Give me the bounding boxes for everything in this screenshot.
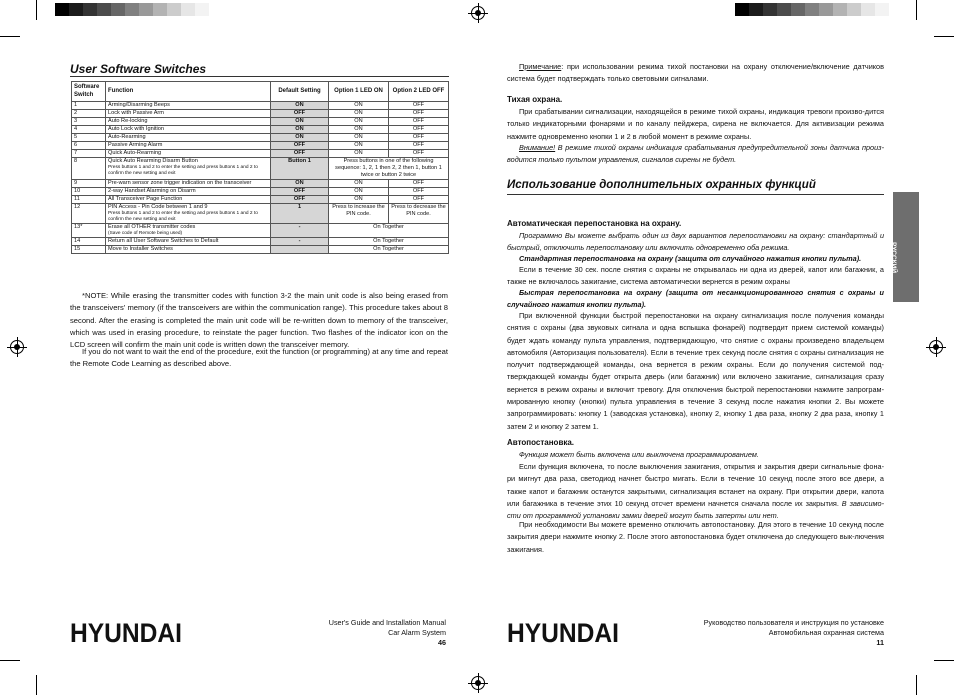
- default-setting: OFF: [271, 149, 329, 157]
- switch-function: Passive Arming Alarm: [106, 141, 271, 149]
- table-row: [72, 223, 449, 237]
- default-setting: -: [271, 237, 329, 245]
- trim-mark: [36, 0, 37, 20]
- option-1: ON: [329, 133, 389, 141]
- default-setting: ON: [271, 117, 329, 125]
- option-1: ON: [329, 179, 389, 187]
- option-2: OFF: [389, 102, 449, 110]
- title-rule: [70, 76, 449, 77]
- default-setting: OFF: [271, 195, 329, 203]
- auto-arm-programmable: Функция может быть включена или выключена программированием.: [519, 450, 759, 459]
- quiet-guard-text: При срабатывании сигнализации, находящейся в режиме тихой охраны, индикация тревоги произво-дится только индикаторными фонарями и по каналу пейджера, сирена не включается. Для активизации режима нажмите одновременно кнопки 1 и 2 в любой момент в режиме охраны.: [507, 107, 884, 141]
- table-row: [72, 203, 449, 223]
- option-1: Press buttons in one of the following sequence: 1, 2, 1 then 2, 2 then 1, button 1 twice or button 2 twice: [329, 157, 449, 179]
- default-setting: 1: [271, 203, 329, 223]
- switch-function: Lock with Passive Arm: [106, 109, 271, 117]
- switch-number: 8: [72, 157, 106, 179]
- svg-text:HYUNDAI: HYUNDAI: [507, 618, 619, 646]
- table-row: [72, 245, 449, 253]
- table-row: [72, 133, 449, 141]
- heading-auto-arm: Автопостановка.: [507, 438, 575, 447]
- table-row: [72, 141, 449, 149]
- option-2: OFF: [389, 195, 449, 203]
- page-number: 11: [876, 638, 884, 647]
- switch-function: Quick Auto-Rearming: [106, 149, 271, 157]
- footer-line2: Car Alarm System: [388, 628, 446, 637]
- option-1: Press to increase the PIN code.: [329, 203, 389, 223]
- trim-mark: [934, 36, 954, 37]
- switch-number: 12: [72, 203, 106, 223]
- option-1: ON: [329, 117, 389, 125]
- option-2: OFF: [389, 125, 449, 133]
- default-setting: -: [271, 223, 329, 237]
- switch-function: Auto-Rearming: [106, 133, 271, 141]
- switch-number: 14: [72, 237, 106, 245]
- switch-function: Arming/Disarming Beeps: [106, 102, 271, 110]
- silent-arm-note: Примечание: при использовании режима тихой постановки на охрану отключение/включение датчиков система будет подтверждать только световыми сигналами.: [507, 62, 884, 84]
- standard-rearm-text: Если в течение 30 сек. после снятия с охраны не открывалась ни одна из дверей, капот или багажник, а также не включалось зажигание, система автоматически вернется в режим охраны: [507, 265, 884, 287]
- switch-number: 2: [72, 109, 106, 117]
- option-combined: On Together: [329, 237, 449, 245]
- switch-function: PIN Access - Pin Code between 1 and 9 Press buttons 1 and 2 to enter the setting and press buttons 1 and 2 to confirm the new setting and exit: [106, 203, 271, 223]
- switch-number: 6: [72, 141, 106, 149]
- table-row: [72, 102, 449, 110]
- switch-number: 4: [72, 125, 106, 133]
- option-2: OFF: [389, 117, 449, 125]
- page-number: 46: [438, 638, 446, 647]
- auto-arm-text: Если функция включена, то после выключения зажигания, открытия и закрытия двери сигнальные фона-ри мигнут два раза, светодиод начнет быстро мигать. Если в течение 10 секунд после этого все двери, а также капот и багажник останутся закрытыми, сигнализация встанет на охрану. При открытии двери, капота или багажника в течение этих 10 секунд отсчет времени начнется сначала после их закрытия. В зависимо-сти от программной установки замки дверей могут быть заперты или нет.: [507, 462, 885, 521]
- table-row: [72, 125, 449, 133]
- heading-standard-rearm: Стандартная перепостановка на охрану (защита от случайного нажатия кнопки пульта).: [519, 254, 862, 263]
- trim-mark: [916, 675, 917, 695]
- default-setting: OFF: [271, 187, 329, 195]
- col-header-function: Function: [106, 82, 271, 102]
- switch-function: Auto Re-locking: [106, 117, 271, 125]
- switch-function: Erase all OTHER transmitter codes (Save code of Remote being used): [106, 223, 271, 237]
- switch-function: Return all User Software Switches to Default: [106, 237, 271, 245]
- switch-number: 13*: [72, 223, 106, 237]
- erase-note: *NOTE: While erasing the transmitter codes with function 3-2 the main unit code is also being erased from the transceivers' memory (if the transceivers are within the communication range). This procedure takes about 8 second. After the erasing is completed the main unit code will be re-written down to memory of the transceiver, which was used in erasing procedure, to reinstate the pager function. Two flashes of the indicator icon on the LCD screen will confirm the main unit code is written down the transceiver memory.: [70, 291, 448, 350]
- registration-mark-icon: [929, 340, 943, 354]
- option-2: OFF: [389, 187, 449, 195]
- trim-mark: [934, 660, 954, 661]
- table-row: [72, 149, 449, 157]
- option-1: ON: [329, 102, 389, 110]
- option-1: ON: [329, 149, 389, 157]
- option-2: OFF: [389, 179, 449, 187]
- registration-mark-icon: [471, 676, 485, 690]
- switch-number: 9: [72, 179, 106, 187]
- col-header-option1: Option 1 LED ON: [329, 82, 389, 102]
- col-header-option2: Option 2 LED OFF: [389, 82, 449, 102]
- table-row: [72, 157, 449, 179]
- switch-function: All Transceiver Page Function: [106, 195, 271, 203]
- option-1: ON: [329, 187, 389, 195]
- default-setting: OFF: [271, 109, 329, 117]
- switch-function: Auto Lock with Ignition: [106, 125, 271, 133]
- footer-left: [250, 618, 446, 648]
- exit-note: If you do not want to wait the end of the procedure, exit the function (or programming) at any time and repeat the Remote Code Learning as described above.: [70, 347, 448, 369]
- default-setting: ON: [271, 179, 329, 187]
- trim-mark: [0, 36, 20, 37]
- default-setting: [271, 245, 329, 253]
- option-2: OFF: [389, 109, 449, 117]
- option-1: ON: [329, 109, 389, 117]
- trim-mark: [0, 660, 20, 661]
- heading-quiet-guard: Тихая охрана.: [507, 95, 563, 104]
- footer-right: [630, 618, 884, 648]
- switch-number: 5: [72, 133, 106, 141]
- hyundai-logo: [507, 618, 619, 646]
- col-header-default: Default Setting: [271, 82, 329, 102]
- color-calibration-bar-left: [55, 3, 209, 16]
- attention-text: Внимание! В режиме тихой охраны индикация срабатывания предупредительной зоны датчика произ-водится только пультом управления, сигналов сирены не будет.: [507, 143, 884, 165]
- color-calibration-bar-right: [735, 3, 889, 16]
- option-2: OFF: [389, 149, 449, 157]
- trim-mark: [916, 0, 917, 20]
- default-setting: Button 1: [271, 157, 329, 179]
- default-setting: ON: [271, 125, 329, 133]
- title-rule: [507, 194, 884, 195]
- table-row: [72, 195, 449, 203]
- default-setting: ON: [271, 102, 329, 110]
- footer-line2: Автомобильная охранная система: [768, 628, 884, 637]
- option-combined: On Together: [329, 223, 449, 237]
- footer-line1: User's Guide and Installation Manual: [328, 618, 446, 627]
- trim-mark: [36, 675, 37, 695]
- hyundai-logo: [70, 618, 182, 646]
- option-combined: On Together: [329, 245, 449, 253]
- default-setting: ON: [271, 133, 329, 141]
- table-row: [72, 237, 449, 245]
- option-2: Press to decrease the PIN code.: [389, 203, 449, 223]
- option-1: ON: [329, 141, 389, 149]
- switch-function: 2-way Handset Alarming on Disarm: [106, 187, 271, 195]
- software-switches-table: [71, 81, 449, 254]
- auto-rearm-intro: Программно Вы можете выбрать один из двух вариантов перепостановки на охрану: стандартный и быстрый, отключить перепостановку или включить одновременно оба режима.: [507, 231, 884, 253]
- heading-auto-rearm: Автоматическая перепостановка на охрану.: [507, 219, 682, 228]
- switch-number: 1: [72, 102, 106, 110]
- table-row: [72, 187, 449, 195]
- switch-number: 11: [72, 195, 106, 203]
- registration-mark-icon: [471, 6, 485, 20]
- fast-rearm-text: При включенной функции быстрой перепостановки на охрану сигнализация после получения команды снятия с охраны (два звуковых сигнала и одна вспышка фонарей) подтвердит прием системой команды) будет ждать команду пульта управления, подтверждающую, что снятие с охраны произведено владельцем автомобиля (Авторизация пользователя). Если в течение трех секунд после снятия с охраны сигнализация не получит подтверждающей команды, она вернется в режим охраны. Если до получения системой под-тверждающей команды будет открыта дверь (или багажник) или включено зажигание, сигнализация сразу вернется в режим охраны и включит тревогу. Для отключения быстрой перепостановки нажмите запрограм-мированную кнопку (кнопки) пульта управления в течение 3 секунд после нажатия кнопки 2. Вы можете запрограммировать: кнопку 1 (заводская установка), кнопку 2, кнопку 1 два раза, кнопку 2 два раза, кнопку 1 затем 2 и кнопку 2 затем 1.: [507, 311, 884, 431]
- switch-number: 10: [72, 187, 106, 195]
- section-title: User Software Switches: [70, 62, 207, 76]
- table-row: [72, 117, 449, 125]
- auto-arm-disable-text: При необходимости Вы можете временно отключить автопостановку. Для этого в течение 10 секунд после закрытия двери нажмите кнопку 2. После этого автопостановка будет отключена до следующего вык-лючения зажигания.: [507, 520, 884, 554]
- option-2: OFF: [389, 133, 449, 141]
- section-title-extra-functions: Использование дополнительных охранных функций: [507, 179, 816, 191]
- footer-line1: Руководство пользователя и инструкция по установке: [703, 618, 884, 627]
- switch-number: 15: [72, 245, 106, 253]
- registration-mark-icon: [10, 340, 24, 354]
- switch-number: 7: [72, 149, 106, 157]
- language-tab: РУССКИЙ: [893, 192, 919, 302]
- option-1: ON: [329, 125, 389, 133]
- switch-function: Move to Installer Switches: [106, 245, 271, 253]
- table-header-row: [72, 82, 449, 102]
- switch-function: Pre-warn sensor zone trigger indication on the transceiver: [106, 179, 271, 187]
- default-setting: OFF: [271, 141, 329, 149]
- switch-function: Quick Auto Rearming Disarm Button Press buttons 1 and 2 to enter the setting and press buttons 1 and 2 to confirm the new setting and exit: [106, 157, 271, 179]
- col-header-switch: Software Switch: [72, 82, 106, 102]
- option-1: ON: [329, 195, 389, 203]
- switch-number: 3: [72, 117, 106, 125]
- svg-text:HYUNDAI: HYUNDAI: [70, 618, 182, 646]
- table-row: [72, 109, 449, 117]
- table-row: [72, 179, 449, 187]
- heading-fast-rearm: Быстрая перепостановка на охрану (защита от несанкционированного снятия с охраны и случайного нажатия кнопки пульта).: [507, 288, 884, 310]
- option-2: OFF: [389, 141, 449, 149]
